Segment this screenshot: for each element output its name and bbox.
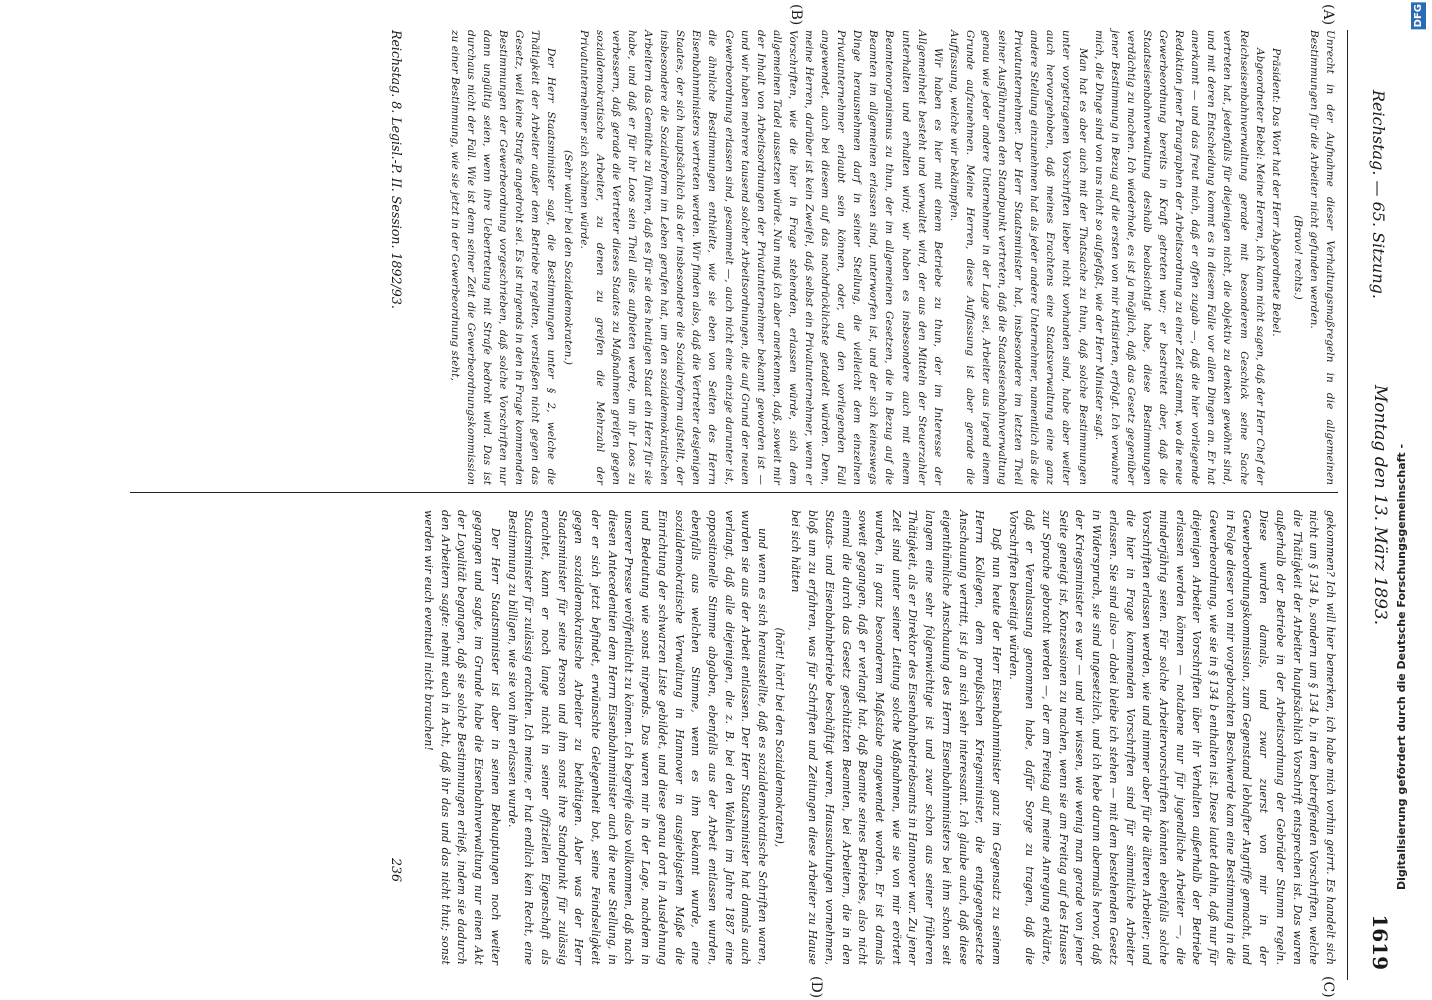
left-column-paragraph: Abgeordneter Bebel: Meine Herren, ich kann nicht sagen, daß der Herr Chef der Reichseisenbahnverwaltung gerade mit besonderem Geschick seine Sache vertreten hat, jedenfalls für diejenigen nicht, die objektiv zu denken gewöhnt sind, und mit deren Entscheidung kommt es in diesem Falle vor allen Dingen an. Er hat anerkannt — und das freut mich, daß er offen zugab —, daß die hier vorliegende Redaktion jener Paragraphen der Arbeitsordnung zu einer Zeit stammt, wo die neue Gewerbeordnung bereits in Kraft getreten war; er bestreitet aber, daß die Staatseisenbahnverwaltung deshalb beabsichtigt habe, diese Bestimmungen verdächtig zu machen. Ich wiederhole, es ist ja möglich, daß das Gesetz gegenüber jener Bestimmung in Bezug auf die ersten von mir kritisirten, erfolgt. Ich verwahre mich, die Dinge sind von uns nicht so aufgefaßt, wie der Herr Minister sagt. bbox=[1092, 30, 1266, 485]
left-column-paragraph: (Bravo! rechts.) bbox=[1291, 215, 1304, 300]
column-rule bbox=[130, 492, 1338, 493]
right-column-paragraph: (hört! hört! bei den Sozialdemokraten), bbox=[772, 627, 786, 848]
left-column-paragraph: Unrecht in der Aufnahme dieser Verhaltungsmaßregeln in die allgemeinen Bestimmungen für die Arbeiter nicht gefunden werden. bbox=[1307, 30, 1336, 485]
page-number: 1619 bbox=[1368, 914, 1392, 970]
left-column bbox=[447, 30, 1338, 485]
right-column-paragraph: und wenn es sich herausstellte, daß es sozialdemokratische Schriften waren, wurden sie aus der Arbeit entlassen. Der Herr Staatsminister hat damals auch verlangt, daß alle diejenigen, die z. B. bei den Wahlen im Jahre 1887 eine oppositionelle Stimme abgaben, ebenfalls aus der Arbeit entlassen wurden, ebenfalls aus welchen Stimme, wenn es ihm bekannt wurde, eine sozialdemokratische Verwaltung in Hannover in ausgiebigstem Maße die Einrichtung der schwarzen Liste gebildet, und diese genau dort in Ausdehnung und Bedeutung wie sonst nirgends. Das waren mir in der Lage, nachdem in unserer Presse veröffentlicht zu können. Ich begreife also vollkommen, daß nach diesen Antecedentien dem Herrn Eisenbahnminister auch die neue Stellung, in der er sich jetzt befindet, erwünschte Gelegenheit bot, seine Feindseligkeit gegen sozialdemokratische Arbeiter zu bethätigen. Aber was der Herr Staatsminister für seine Person und ihm sonst ihre Standpunkt für zulässig erachtet, kann er noch lange nicht in seiner offiziellen Eigenschaft als Staatsminister für zulässig erachten. Ich meine, er hat endlich kein Recht, eine Bestimmung zu billigen, wie sie von ihm erlassen wurde. bbox=[505, 510, 770, 965]
left-column-paragraph: Man hat es aber auch mit der Thatsache zu thun, daß solche Bestimmungen unter vorgetragenen Vorschriften lieber nicht vorhanden sind, habe aber weiter auch hervorgehoben, daß meines Erachtens eine Staatsverwaltung eine ganz andere Stellung einzunehmen hat als jeder andere Unternehmer, namentlich als die Privatunternehmer. Der Herr Staatsminister hat, insbesondere im letzten Theil seiner Ausführungen den Standpunkt vertreten, daß die Staatseisenbahnverwaltung genau wie jeder andere Unternehmer in der Lage sei, Arbeiter aus irgend einem Grunde aufzunehmen. Meine Herren, diese Auffassung ist aber gerade die Auffassung, welche wir bekämpfen. bbox=[947, 30, 1089, 485]
digitization-sidebar bbox=[1395, 0, 1430, 1000]
digitization-credit: Digitalisierung gefördert durch die Deutsche Forschungsgemeinschaft - bbox=[1395, 443, 1408, 890]
margin-mark-b: (B) bbox=[788, 4, 804, 26]
sheet-signature: 236 bbox=[389, 858, 404, 883]
left-column-paragraph: Präsident: Das Wort hat der Herr Abgeordnete Bebel. bbox=[1269, 48, 1282, 337]
margin-mark-d: (D) bbox=[808, 976, 824, 999]
left-column-paragraph: Wir haben es hier mit einem Betriebe zu thun, der im Interesse der Allgemeinheit besteht und verwaltet wird, der aus den Mitteln der Steuerzahler unterhalten und erhalten wird; wir haben es insbesondere auch mit einem Beamtenorganismus zu thun, der im allgemeinen Gesetzen, die in Bezug auf die Beamten im allgemeinen erlassen sind, unterworfen ist, und der sich keineswegs Dinge herausnehmen darf in seiner Stellung, die vielleicht dem einzelnen Privatunternehmer erlaubt sein können, oder, auf den vorliegenden Fall angewendet, auch bei diesem auf das nachdrücklichste getadelt würden. Denn, meine Herren, darüber ist kein Zweifel, daß selbst ein Privatunternehmer, wenn er Vorschriften, wie die hier in Frage stehenden, erlassen würde, sich dem allgemeinen Tadel aussetzen würde. Nun muß ich aber anerkennen, daß, soweit mir der Inhalt von Arbeitsordnungen der Privatunternehmer bekannt geworden ist — und wir haben mehrere tausend solcher Arbeitsordnungen, die auf Grund der neuen Gewerbeordnung erlassen sind, gesammelt —, auch nicht eine einzige darunter ist, die ähnliche Bestimmungen enthielte, wie sie eben von Seiten des Herrn Eisenbahnministers vertreten werden. Wir finden also, daß die Vertreter desjenigen Staates, der sich hauptsächlich als der insbesondere die Sozialreform aufstellt, der insbesondere die Sozialreform im Leben gerufen hat, um den sozialdemokratischen Arbeitern das Gemüthe zu führen, daß es für sie des heutigen Staat ein Herz für sie habe, und daß er für ihr Loos sein Theil alles aufbieten werde, um ihr Loos zu verbessern, daß gerade die Vertreter dieses Staates zu Maßnahmen greifen gegen sozialdemokratische Arbeiter, zu denen zu greifen die Mehrzahl der Privatunternehmer sich schämen würde. bbox=[577, 30, 944, 485]
header-date: Montag den 13. März 1893. bbox=[1370, 384, 1390, 626]
header-rule bbox=[1347, 30, 1348, 980]
footer-session: Reichstag. 8. Legisl.-P. II. Session. 1892/93. bbox=[389, 30, 404, 309]
margin-mark-c: (C) bbox=[1320, 976, 1336, 998]
left-column-paragraph: Der Herr Staatsminister sagt, die Bestimmungen unter § 2, welche die Thätigkeit der Arbeiter außer dem Betriebe regelten, verstießen nicht gegen das Gesetz, weil keine Strafe angedroht sei. Es ist nirgends in den in Frage kommenden Bestimmungen der Gewerbeordnung vorgeschrieben, daß solche Vorschriften nur dann ungültig seien, wenn ihre Uebertretung mit Strafe bedroht wird. Das ist durchaus nicht der Fall. Wie ist denn seiner Zeit die Gewerbeordnungskommission zu einer Bestimmung, wie sie jetzt in der Gewerbeordnung steht, bbox=[448, 30, 558, 485]
page-header bbox=[1354, 30, 1394, 980]
right-column-paragraph: gekommen? Ich will hier bemerken, ich habe mich vorhin geirrt. Es handelt sich nicht um § 134 b, sondern um § 134 b, in dem betreffenden Vorschriften, welche die Thätigkeit der Arbeiter hauptsächlich Vorschrift entsprechen ist. Das waren außerhalb der Betriebe in der Arbeitsordnung der Gebrüder Stumm regeln. Diese wurden damals, und zwar zuerst von mir in der Gewerbeordnungskommission, zum Gegenstand lebhafter Angriffe gemacht, und in Folge dieser von mir vorgebrachten Beschwerde kam eine Bestimmung in die Gewerbeordnung, wie sie in § 134 b enthalten ist. Diese lautet dahin, daß nur für diejenigen Arbeiter Vorschriften über ihr Verhalten außerhalb der Betriebe erlassen werden können — notabene nur für jugendliche Arbeiter —, die minderjährig seien. Für solche Arbeitervorschriften könnten ebenfalls solche Vorschriften erlassen werden, wie und nimmer aber für die älteren Arbeiter; und die hier in Frage kommenden Vorschriften sind für sämmtliche Arbeiter erlassen. Sie sind also — dabei bleibe ich stehen — mit dem bestehenden Gesetz in Widerspruch, sie sind ungesetzlich, und ich hebe darum abermals hervor, daß der Kriegsminister es war — und wir wissen, wie wenig man gerade von jener Seite geneigt ist, Konzessionen zu machen, wenn sie am Freitag auf des Hauses zur Sprache gebracht werden —, der am Freitag auf meine Anregung erklärte, daß er Veranlassung genommen habe, dafür Sorge zu tragen, daß die Vorschriften beseitigt würden. bbox=[1006, 510, 1337, 965]
header-session: Reichstag. — 65. Sitzung. bbox=[1369, 90, 1388, 299]
right-column bbox=[419, 510, 1338, 965]
left-column-paragraph: (Sehr wahr! bei den Sozialdemokraten.) bbox=[561, 150, 574, 365]
margin-mark-a: (A) bbox=[1320, 4, 1336, 26]
right-column-paragraph: Daß nun heute der Herr Eisenbahnminister ganz im Gegensatz zu seinem Herrn Kollegen, dem preußischen Kriegsminister, die entgegengesetzte Anschauung vertritt, ist ja an sich sehr interessant. Ich glaube auch, daß diese eigenthümliche Anschauung des Herrn Eisenbahnministers bei ihm schon seit langem eine sehr folgenwichtige ist und zwar schon aus seiner früheren Thätigkeit, als er Direktor des Eisenbahnbetriebsamts in Hannover war. Zu jener Zeit sind unter seiner Leitung solche Maßnahmen, wie sie von mir erörtert wurden, in ganz besonderem Maßstabe angewendet worden. Er ist damals soweit gegangen, daß er verlangt hat, daß Beamte seines Betriebes, also nicht einmal die durch das Gesetz geschützten Beamten, bei Arbeitern, die in den Staats- und Eisenbahnbetriebe beschäftigt waren, Haussuchungen vornehmen, bloß um zu erfahren, was für Schriften und Zeitungen diese Arbeiter zu Hause bei sich hätten bbox=[789, 510, 1003, 965]
right-column-paragraph: Der Herr Staatsminister ist aber in seinen Behauptungen noch weiter gegangen und sagte, im Grunde habe die Eisenbahnverwaltung nur einen Akt der Loyalität begangen, daß sie solche Bestimmungen erließ, indem sie dadurch den Arbeitern sagte: nehmt euch in Acht, daß ihr das und das nicht thut; sonst werden wir euch eventuell nicht brauchen! bbox=[422, 510, 502, 965]
dfg-logo: DFG bbox=[1413, 4, 1424, 28]
